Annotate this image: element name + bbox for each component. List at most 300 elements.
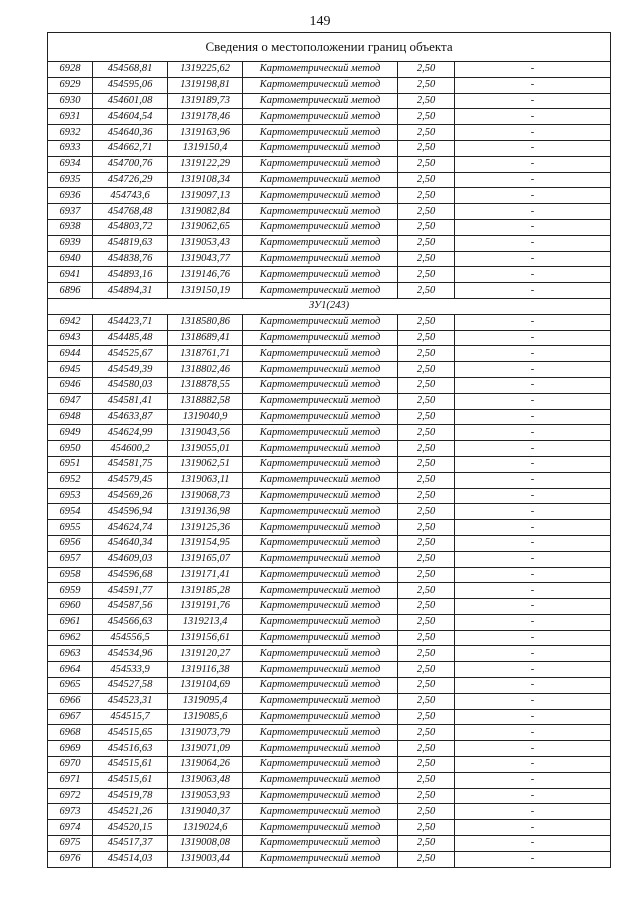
accuracy-cell: 2,50 [398,757,455,773]
accuracy-cell: 2,50 [398,583,455,599]
x-coordinate-cell: 454587,56 [93,599,168,615]
accuracy-cell: 2,50 [398,788,455,804]
table-row [48,377,611,393]
point-number-cell: 6942 [48,314,93,330]
x-coordinate-cell: 454514,03 [93,851,168,867]
table-row [48,204,611,220]
point-number-cell: 6947 [48,393,93,409]
point-number-cell: 6935 [48,172,93,188]
x-coordinate-cell: 454569,26 [93,488,168,504]
y-coordinate-cell: 1319225,62 [168,62,243,78]
method-cell: Картометрический метод [243,251,398,267]
accuracy-cell: 2,50 [398,836,455,852]
point-number-cell: 6945 [48,362,93,378]
y-coordinate-cell: 1319071,09 [168,741,243,757]
description-cell: - [455,662,611,678]
accuracy-cell: 2,50 [398,77,455,93]
y-coordinate-cell: 1318882,58 [168,393,243,409]
method-cell: Картометрический метод [243,836,398,852]
x-coordinate-cell: 454601,08 [93,93,168,109]
description-cell: - [455,409,611,425]
accuracy-cell: 2,50 [398,346,455,362]
y-coordinate-cell: 1319191,76 [168,599,243,615]
method-cell: Картометрический метод [243,172,398,188]
accuracy-cell: 2,50 [398,330,455,346]
accuracy-cell: 2,50 [398,630,455,646]
table-row [48,520,611,536]
x-coordinate-cell: 454581,41 [93,393,168,409]
point-number-cell: 6960 [48,599,93,615]
description-cell: - [455,441,611,457]
y-coordinate-cell: 1319213,4 [168,614,243,630]
method-cell: Картометрический метод [243,851,398,867]
y-coordinate-cell: 1319062,65 [168,219,243,235]
x-coordinate-cell: 454591,77 [93,583,168,599]
point-number-cell: 6948 [48,409,93,425]
description-cell: - [455,235,611,251]
point-number-cell: 6956 [48,535,93,551]
y-coordinate-cell: 1319053,43 [168,235,243,251]
point-number-cell: 6937 [48,204,93,220]
accuracy-cell: 2,50 [398,267,455,283]
method-cell: Картометрический метод [243,535,398,551]
point-number-cell: 6950 [48,441,93,457]
point-number-cell: 6955 [48,520,93,536]
method-cell: Картометрический метод [243,757,398,773]
table-row [48,851,611,867]
table-row [48,646,611,662]
description-cell: - [455,757,611,773]
accuracy-cell: 2,50 [398,772,455,788]
method-cell: Картометрический метод [243,693,398,709]
y-coordinate-cell: 1319146,76 [168,267,243,283]
x-coordinate-cell: 454423,71 [93,314,168,330]
x-coordinate-cell: 454609,03 [93,551,168,567]
method-cell: Картометрический метод [243,567,398,583]
table-row [48,472,611,488]
table-row [48,156,611,172]
x-coordinate-cell: 454519,78 [93,788,168,804]
description-cell: - [455,314,611,330]
point-number-cell: 6954 [48,504,93,520]
method-cell: Картометрический метод [243,62,398,78]
method-cell: Картометрический метод [243,709,398,725]
description-cell: - [455,520,611,536]
y-coordinate-cell: 1319068,73 [168,488,243,504]
point-number-cell: 6939 [48,235,93,251]
x-coordinate-cell: 454838,76 [93,251,168,267]
description-cell: - [455,804,611,820]
section-label: ЗУ1(243) [48,298,611,314]
method-cell: Картометрический метод [243,125,398,141]
x-coordinate-cell: 454633,87 [93,409,168,425]
description-cell: - [455,156,611,172]
y-coordinate-cell: 1319154,95 [168,535,243,551]
table-row [48,535,611,551]
point-number-cell: 6965 [48,678,93,694]
table-row [48,188,611,204]
y-coordinate-cell: 1319185,28 [168,583,243,599]
point-number-cell: 6933 [48,140,93,156]
point-number-cell: 6943 [48,330,93,346]
accuracy-cell: 2,50 [398,393,455,409]
accuracy-cell: 2,50 [398,804,455,820]
description-cell: - [455,77,611,93]
y-coordinate-cell: 1318580,86 [168,314,243,330]
accuracy-cell: 2,50 [398,646,455,662]
x-coordinate-cell: 454580,03 [93,377,168,393]
accuracy-cell: 2,50 [398,820,455,836]
table-row [48,235,611,251]
y-coordinate-cell: 1318761,71 [168,346,243,362]
method-cell: Картометрический метод [243,488,398,504]
accuracy-cell: 2,50 [398,567,455,583]
description-cell: - [455,599,611,615]
table-row [48,583,611,599]
description-cell: - [455,725,611,741]
table-row [48,393,611,409]
y-coordinate-cell: 1319003,44 [168,851,243,867]
method-cell: Картометрический метод [243,109,398,125]
x-coordinate-cell: 454604,54 [93,109,168,125]
y-coordinate-cell: 1319053,93 [168,788,243,804]
point-number-cell: 6936 [48,188,93,204]
point-number-cell: 6974 [48,820,93,836]
point-number-cell: 6940 [48,251,93,267]
accuracy-cell: 2,50 [398,851,455,867]
description-cell: - [455,172,611,188]
table-row [48,441,611,457]
method-cell: Картометрический метод [243,267,398,283]
x-coordinate-cell: 454549,39 [93,362,168,378]
description-cell: - [455,630,611,646]
description-cell: - [455,456,611,472]
y-coordinate-cell: 1319024,6 [168,820,243,836]
accuracy-cell: 2,50 [398,93,455,109]
description-cell: - [455,836,611,852]
table-row [48,109,611,125]
accuracy-cell: 2,50 [398,109,455,125]
method-cell: Картометрический метод [243,725,398,741]
y-coordinate-cell: 1318802,46 [168,362,243,378]
table-row [48,346,611,362]
accuracy-cell: 2,50 [398,599,455,615]
x-coordinate-cell: 454520,15 [93,820,168,836]
point-number-cell: 6976 [48,851,93,867]
x-coordinate-cell: 454600,2 [93,441,168,457]
accuracy-cell: 2,50 [398,488,455,504]
description-cell: - [455,851,611,867]
point-number-cell: 6934 [48,156,93,172]
x-coordinate-cell: 454527,58 [93,678,168,694]
method-cell: Картометрический метод [243,140,398,156]
x-coordinate-cell: 454523,31 [93,693,168,709]
y-coordinate-cell: 1319178,46 [168,109,243,125]
accuracy-cell: 2,50 [398,251,455,267]
y-coordinate-cell: 1319055,01 [168,441,243,457]
accuracy-cell: 2,50 [398,741,455,757]
table-row [48,804,611,820]
description-cell: - [455,283,611,299]
table-title-row [48,33,611,62]
x-coordinate-cell: 454515,65 [93,725,168,741]
point-number-cell: 6966 [48,693,93,709]
y-coordinate-cell: 1319043,77 [168,251,243,267]
y-coordinate-cell: 1319136,98 [168,504,243,520]
y-coordinate-cell: 1319125,36 [168,520,243,536]
x-coordinate-cell: 454516,63 [93,741,168,757]
y-coordinate-cell: 1319085,6 [168,709,243,725]
table-row [48,630,611,646]
accuracy-cell: 2,50 [398,709,455,725]
point-number-cell: 6938 [48,219,93,235]
description-cell: - [455,267,611,283]
table-row [48,62,611,78]
method-cell: Картометрический метод [243,678,398,694]
accuracy-cell: 2,50 [398,678,455,694]
page-number: 149 [309,14,331,29]
method-cell: Картометрический метод [243,362,398,378]
table-row [48,409,611,425]
table-row [48,551,611,567]
table-title: Сведения о местоположении границ объекта [48,33,611,62]
x-coordinate-cell: 454566,63 [93,614,168,630]
table-row [48,314,611,330]
description-cell: - [455,772,611,788]
section-header-row [48,298,611,314]
method-cell: Картометрический метод [243,441,398,457]
table-row [48,820,611,836]
point-number-cell: 6928 [48,62,93,78]
description-cell: - [455,62,611,78]
table-row [48,599,611,615]
accuracy-cell: 2,50 [398,409,455,425]
table-row [48,693,611,709]
method-cell: Картометрический метод [243,346,398,362]
table-row [48,456,611,472]
description-cell: - [455,741,611,757]
x-coordinate-cell: 454640,36 [93,125,168,141]
y-coordinate-cell: 1319095,4 [168,693,243,709]
method-cell: Картометрический метод [243,77,398,93]
table-row [48,93,611,109]
accuracy-cell: 2,50 [398,520,455,536]
y-coordinate-cell: 1319163,96 [168,125,243,141]
y-coordinate-cell: 1319171,41 [168,567,243,583]
point-number-cell: 6941 [48,267,93,283]
description-cell: - [455,788,611,804]
table-row [48,172,611,188]
method-cell: Картометрический метод [243,646,398,662]
x-coordinate-cell: 454894,31 [93,283,168,299]
point-number-cell: 6951 [48,456,93,472]
method-cell: Картометрический метод [243,472,398,488]
description-cell: - [455,362,611,378]
accuracy-cell: 2,50 [398,204,455,220]
method-cell: Картометрический метод [243,630,398,646]
y-coordinate-cell: 1319043,56 [168,425,243,441]
method-cell: Картометрический метод [243,314,398,330]
point-number-cell: 6970 [48,757,93,773]
point-number-cell: 6930 [48,93,93,109]
x-coordinate-cell: 454624,74 [93,520,168,536]
y-coordinate-cell: 1319063,11 [168,472,243,488]
y-coordinate-cell: 1318689,41 [168,330,243,346]
y-coordinate-cell: 1319040,37 [168,804,243,820]
description-cell: - [455,219,611,235]
table-row [48,267,611,283]
description-cell: - [455,693,611,709]
method-cell: Картометрический метод [243,804,398,820]
point-number-cell: 6946 [48,377,93,393]
boundary-table [47,32,611,868]
x-coordinate-cell: 454803,72 [93,219,168,235]
y-coordinate-cell: 1319040,9 [168,409,243,425]
y-coordinate-cell: 1319062,51 [168,456,243,472]
point-number-cell: 6967 [48,709,93,725]
table-row [48,709,611,725]
accuracy-cell: 2,50 [398,504,455,520]
accuracy-cell: 2,50 [398,662,455,678]
x-coordinate-cell: 454768,48 [93,204,168,220]
point-number-cell: 6929 [48,77,93,93]
table-row [48,741,611,757]
accuracy-cell: 2,50 [398,125,455,141]
table-row [48,125,611,141]
x-coordinate-cell: 454517,37 [93,836,168,852]
table-row [48,614,611,630]
accuracy-cell: 2,50 [398,693,455,709]
point-number-cell: 6969 [48,741,93,757]
method-cell: Картометрический метод [243,377,398,393]
table-row [48,662,611,678]
description-cell: - [455,93,611,109]
method-cell: Картометрический метод [243,504,398,520]
x-coordinate-cell: 454515,7 [93,709,168,725]
point-number-cell: 6931 [48,109,93,125]
description-cell: - [455,425,611,441]
y-coordinate-cell: 1319120,27 [168,646,243,662]
method-cell: Картометрический метод [243,820,398,836]
description-cell: - [455,330,611,346]
table-row [48,788,611,804]
x-coordinate-cell: 454726,29 [93,172,168,188]
accuracy-cell: 2,50 [398,235,455,251]
accuracy-cell: 2,50 [398,472,455,488]
accuracy-cell: 2,50 [398,377,455,393]
y-coordinate-cell: 1319116,38 [168,662,243,678]
description-cell: - [455,472,611,488]
method-cell: Картометрический метод [243,330,398,346]
table-body [48,33,611,868]
y-coordinate-cell: 1319156,61 [168,630,243,646]
x-coordinate-cell: 454596,68 [93,567,168,583]
point-number-cell: 6952 [48,472,93,488]
description-cell: - [455,614,611,630]
method-cell: Картометрический метод [243,772,398,788]
description-cell: - [455,125,611,141]
method-cell: Картометрический метод [243,599,398,615]
accuracy-cell: 2,50 [398,551,455,567]
point-number-cell: 6944 [48,346,93,362]
table-row [48,836,611,852]
point-number-cell: 6972 [48,788,93,804]
description-cell: - [455,377,611,393]
method-cell: Картометрический метод [243,614,398,630]
x-coordinate-cell: 454624,99 [93,425,168,441]
x-coordinate-cell: 454485,48 [93,330,168,346]
point-number-cell: 6957 [48,551,93,567]
y-coordinate-cell: 1319108,34 [168,172,243,188]
description-cell: - [455,504,611,520]
table-row [48,772,611,788]
y-coordinate-cell: 1319165,07 [168,551,243,567]
table-row [48,488,611,504]
table-row [48,140,611,156]
x-coordinate-cell: 454595,06 [93,77,168,93]
description-cell: - [455,551,611,567]
y-coordinate-cell: 1319122,29 [168,156,243,172]
x-coordinate-cell: 454662,71 [93,140,168,156]
x-coordinate-cell: 454521,26 [93,804,168,820]
table-row [48,757,611,773]
method-cell: Картометрический метод [243,662,398,678]
method-cell: Картометрический метод [243,188,398,204]
accuracy-cell: 2,50 [398,614,455,630]
table-row [48,567,611,583]
point-number-cell: 6896 [48,283,93,299]
point-number-cell: 6932 [48,125,93,141]
description-cell: - [455,204,611,220]
point-number-cell: 6973 [48,804,93,820]
method-cell: Картометрический метод [243,788,398,804]
description-cell: - [455,109,611,125]
point-number-cell: 6958 [48,567,93,583]
description-cell: - [455,488,611,504]
point-number-cell: 6961 [48,614,93,630]
method-cell: Картометрический метод [243,741,398,757]
y-coordinate-cell: 1319073,79 [168,725,243,741]
method-cell: Картометрический метод [243,235,398,251]
table-row [48,330,611,346]
method-cell: Картометрический метод [243,551,398,567]
table-row [48,77,611,93]
y-coordinate-cell: 1319063,48 [168,772,243,788]
description-cell: - [455,140,611,156]
point-number-cell: 6964 [48,662,93,678]
description-cell: - [455,820,611,836]
table-row [48,362,611,378]
accuracy-cell: 2,50 [398,172,455,188]
accuracy-cell: 2,50 [398,314,455,330]
method-cell: Картометрический метод [243,520,398,536]
x-coordinate-cell: 454579,45 [93,472,168,488]
method-cell: Картометрический метод [243,409,398,425]
description-cell: - [455,567,611,583]
description-cell: - [455,535,611,551]
method-cell: Картометрический метод [243,283,398,299]
description-cell: - [455,709,611,725]
description-cell: - [455,188,611,204]
accuracy-cell: 2,50 [398,456,455,472]
method-cell: Картометрический метод [243,93,398,109]
x-coordinate-cell: 454534,96 [93,646,168,662]
table-row [48,425,611,441]
y-coordinate-cell: 1319150,4 [168,140,243,156]
table-row [48,219,611,235]
method-cell: Картометрический метод [243,393,398,409]
accuracy-cell: 2,50 [398,535,455,551]
